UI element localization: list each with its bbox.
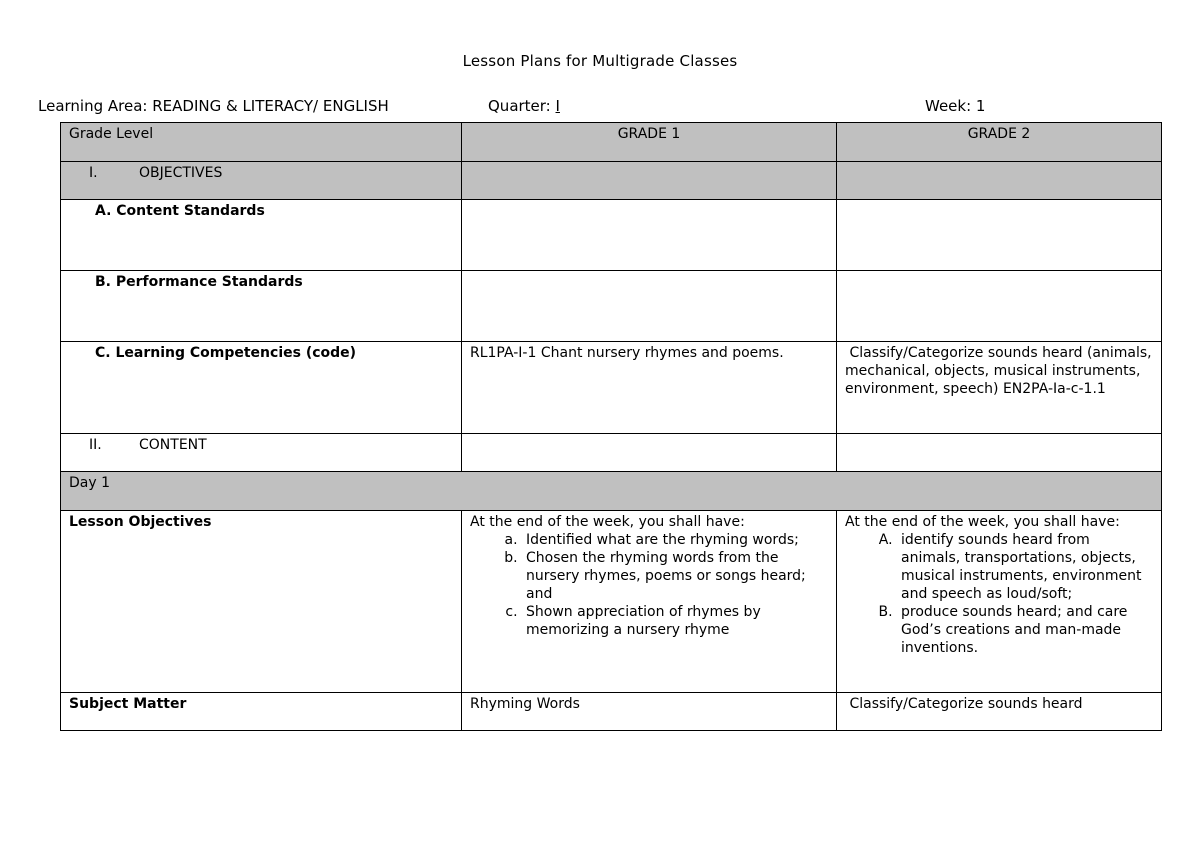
content-standards-g2 — [837, 200, 1162, 271]
content-g2 — [837, 434, 1162, 472]
subject-matter-row — [61, 693, 1162, 731]
objectives-number: I. — [89, 165, 98, 181]
lesson-objectives-g2-list — [845, 531, 1153, 657]
day-row — [61, 472, 1162, 511]
content-row — [61, 434, 1162, 472]
content-heading — [61, 434, 462, 472]
header-grade-level: Grade Level — [61, 123, 462, 162]
subject-matter-g2: Classify/Categorize sounds heard — [837, 693, 1162, 731]
performance-standards-row — [61, 271, 1162, 342]
list-item: b. Chosen the rhyming words from the nursery rhymes, poems or songs heard; and — [522, 549, 828, 603]
document-title: Lesson Plans for Multigrade Classes — [462, 52, 738, 70]
header-grade-1: GRADE 1 — [462, 123, 837, 162]
competencies-g1: RL1PA-I-1 Chant nursery rhymes and poems. — [462, 342, 837, 434]
objectives-label: OBJECTIVES — [139, 165, 223, 181]
quarter-value: I — [555, 97, 560, 115]
content-standards-label: A. Content Standards — [61, 200, 462, 271]
day-label: Day 1 — [61, 472, 1162, 511]
list-item: c. Shown appreciation of rhymes by memorizing a nursery rhyme — [522, 603, 828, 639]
performance-standards-g1 — [462, 271, 837, 342]
content-g1 — [462, 434, 837, 472]
week: Week: 1 — [925, 97, 986, 115]
learning-area: Learning Area: READING & LITERACY/ ENGLISH — [38, 97, 389, 115]
lesson-objectives-g2 — [837, 511, 1162, 693]
lesson-objectives-g2-intro: At the end of the week, you shall have: — [845, 514, 1120, 530]
performance-standards-g2 — [837, 271, 1162, 342]
quarter — [488, 97, 560, 115]
competencies-row — [61, 342, 1162, 434]
lesson-objectives-label: Lesson Objectives — [61, 511, 462, 693]
objectives-heading — [61, 162, 462, 200]
header-grade-2: GRADE 2 — [837, 123, 1162, 162]
lesson-objectives-g1-list — [470, 531, 828, 639]
content-number: II. — [89, 437, 102, 453]
competencies-g2: Classify/Categorize sounds heard (animals, mechanical, objects, musical instruments, environment, speech) EN2PA-Ia-c-1.1 — [837, 342, 1162, 434]
objectives-g1 — [462, 162, 837, 200]
objectives-g2 — [837, 162, 1162, 200]
performance-standards-label: B. Performance Standards — [61, 271, 462, 342]
lesson-plan-table — [60, 122, 1162, 731]
lesson-objectives-row — [61, 511, 1162, 693]
lesson-objectives-g1-intro: At the end of the week, you shall have: — [470, 514, 745, 530]
list-item: a. Identified what are the rhyming words; — [522, 531, 828, 549]
competencies-label: C. Learning Competencies (code) — [61, 342, 462, 434]
subject-matter-g1: Rhyming Words — [462, 693, 837, 731]
subject-matter-label: Subject Matter — [61, 693, 462, 731]
table-header-row — [61, 123, 1162, 162]
objectives-row — [61, 162, 1162, 200]
header-line — [38, 97, 1158, 117]
list-item: B. produce sounds heard; and care God’s creations and man-made inventions. — [897, 603, 1153, 657]
content-standards-row — [61, 200, 1162, 271]
list-item: A. identify sounds heard from animals, transportations, objects, musical instruments, environment and speech as loud/soft; — [897, 531, 1153, 603]
content-label: CONTENT — [139, 437, 207, 453]
quarter-label: Quarter: — [488, 97, 556, 115]
content-standards-g1 — [462, 200, 837, 271]
lesson-objectives-g1 — [462, 511, 837, 693]
